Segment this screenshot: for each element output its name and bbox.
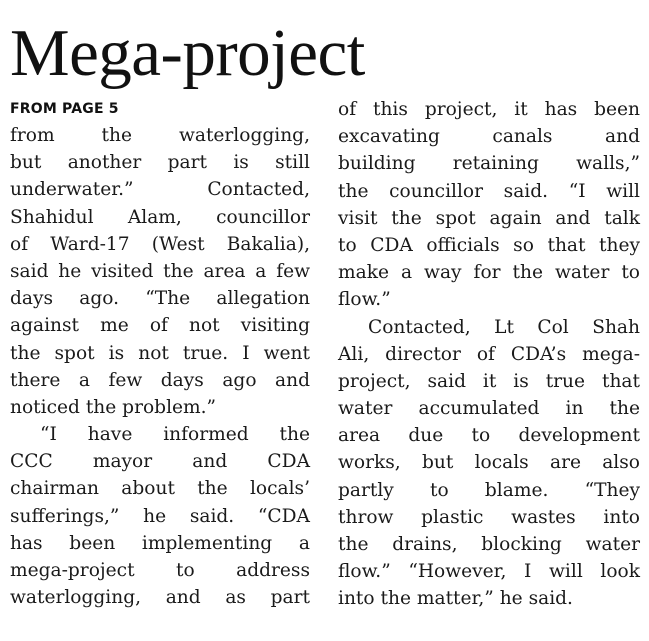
column-lines-right [338, 96, 640, 613]
text-line: “I have informed the [40, 424, 310, 446]
text-line: building retaining walls,” [338, 153, 640, 175]
text-line: throw plastic wastes into [338, 506, 640, 528]
text-line: days ago. “The allegation [10, 288, 310, 310]
text-line: into the matter,” he said. [338, 588, 573, 610]
text-line: partly to blame. “They [338, 479, 640, 501]
text-line: water accumulated in the [338, 398, 640, 420]
text-line: said he visited the area a few [10, 260, 310, 282]
text-line: works, but locals are also [338, 452, 640, 474]
text-line: the drains, blocking water [338, 534, 640, 555]
text-line: waterlogging, and as part [10, 587, 310, 609]
article-column-left [10, 96, 310, 611]
text-line: excavating canals and [338, 126, 640, 148]
text-line: area due to development [338, 425, 640, 447]
text-line: make a way for the water to [338, 262, 640, 284]
text-line: mega-project to address [10, 560, 310, 581]
text-line: Ali, director of CDA’s mega- [338, 343, 640, 365]
text-line: against me of not visiting [10, 315, 310, 337]
text-line: from the waterlogging, [10, 125, 310, 146]
text-line: Shahidul Alam, councillor [10, 206, 310, 228]
text-line: CCC mayor and CDA [10, 451, 310, 473]
article-column-right [338, 96, 640, 613]
text-line: chairman about the locals’ [10, 478, 310, 500]
text-line: Contacted, Lt Col Shah [368, 316, 640, 338]
text-line: of this project, it has been [338, 99, 640, 120]
text-line: visit the spot again and talk [338, 207, 640, 229]
text-line: but another part is still [10, 152, 310, 174]
text-line: flow.” “However, I will look [338, 561, 640, 583]
text-line: the councillor said. “I will [338, 180, 640, 202]
continuation-kicker: FROM PAGE 5 [10, 101, 119, 117]
column-lines-left [10, 122, 310, 611]
text-line: to CDA officials so that they [338, 234, 640, 256]
text-line: sufferings,” he said. “CDA [10, 505, 310, 527]
text-line: flow.” [338, 289, 391, 311]
text-line: of Ward-17 (West Bakalia), [10, 233, 310, 255]
text-line: has been implementing a [10, 532, 310, 554]
text-line: the spot is not true. I went [10, 342, 310, 364]
text-line: noticed the problem.” [10, 396, 217, 418]
text-line: underwater.” Contacted, [10, 179, 310, 201]
text-line: project, said it is true that [338, 370, 640, 392]
text-line: there a few days ago and [10, 369, 310, 391]
headline: Mega-project [10, 16, 365, 90]
